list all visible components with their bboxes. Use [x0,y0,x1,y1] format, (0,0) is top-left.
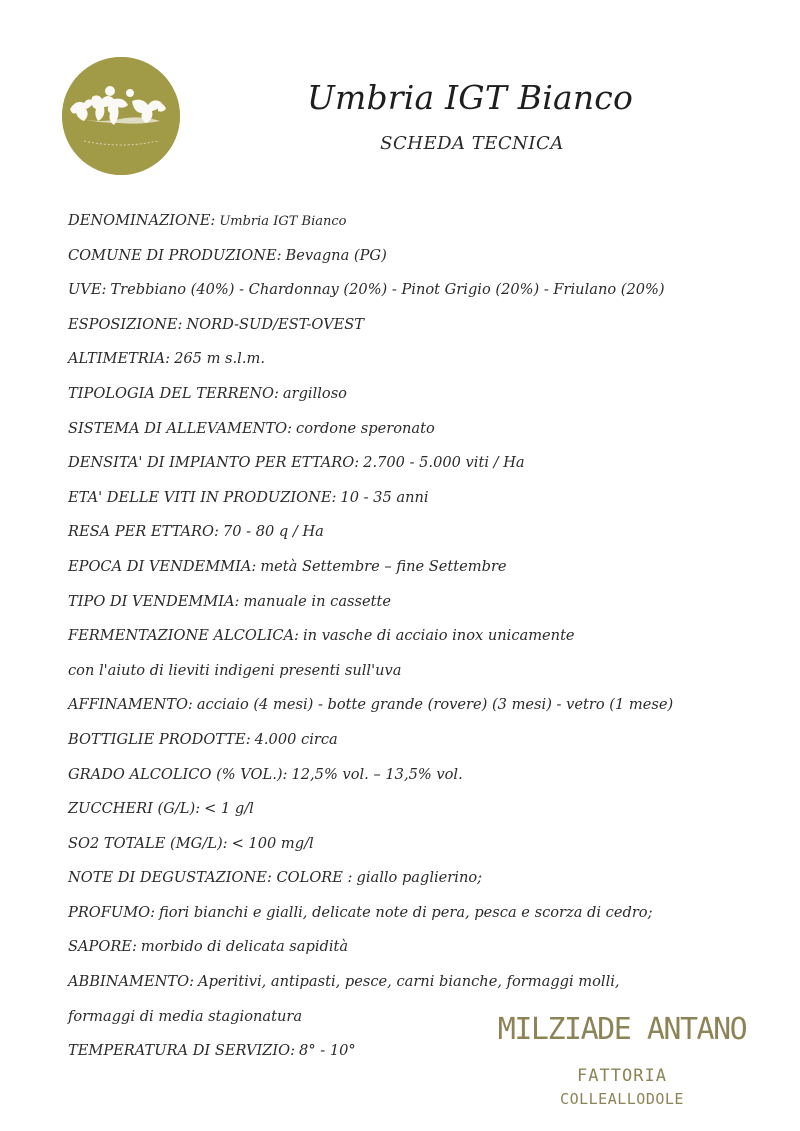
spec-label: SAPORE: [68,938,137,956]
spec-row [68,311,708,346]
spec-row [68,795,708,830]
spec-row [68,553,708,588]
page-title: Umbria IGT Bianco [306,78,634,117]
spec-row [68,830,708,865]
spec-row [68,761,708,796]
spec-row [68,345,708,380]
spec-row [68,415,708,450]
spec-value: 70 - 80 q / Ha [222,523,324,541]
spec-row [68,657,708,692]
brand-signature [476,1010,768,1110]
spec-row [68,276,708,311]
spec-value: giallo paglierino; [356,869,483,887]
spec-value: in vasche di acciaio inox unicamente [302,627,575,645]
spec-value: argilloso [282,384,347,402]
spec-label: DENSITA' DI IMPIANTO PER ETTARO: [68,454,360,472]
winery-logo [62,57,180,175]
spec-label: NOTE DI DEGUSTAZIONE: COLORE : [68,869,353,887]
spec-value: manuale in cassette [243,592,391,610]
spec-row [68,726,708,761]
brand-line-1: FATTORIA [577,1066,667,1086]
spec-label: DENOMINAZIONE: [68,212,216,229]
spec-row [68,933,708,968]
spec-row [68,899,708,934]
spec-row [68,380,708,415]
spec-row [68,207,708,242]
spec-label: BOTTIGLIE PRODOTTE: [68,730,251,748]
spec-label: TIPOLOGIA DEL TERRENO: [68,384,279,402]
spec-value: Trebbiano (40%) - Chardonnay (20%) - Pinot Grigio (20%) - Friulano (20%) [110,281,665,299]
spec-row [68,968,708,1003]
spec-row [68,622,708,657]
spec-label: GRADO ALCOLICO (% VOL.): [68,765,288,783]
spec-row [68,449,708,484]
spec-value: 2.700 - 5.000 viti / Ha [363,454,525,472]
spec-label: EPOCA DI VENDEMMIA: [68,557,257,575]
spec-label: TEMPERATURA DI SERVIZIO: [68,1042,296,1060]
spec-value: acciaio (4 mesi) - botte grande (rovere) (3 mesi) - vetro (1 mese) [196,696,674,714]
spec-value: cordone speronato [296,419,435,437]
spec-label: AFFINAMENTO: [68,696,193,714]
spec-label: SO2 TOTALE (MG/L): [68,834,228,852]
spec-label: ETA' DELLE VITI IN PRODUZIONE: [68,488,337,506]
brand-line-2: COLLEALLODOLE [560,1090,684,1108]
spec-label: ABBINAMENTO: [68,973,195,991]
spec-label: UVE: [68,281,107,299]
spec-row [68,864,708,899]
spec-label: ALTIMETRIA: [68,350,171,368]
page-subtitle: SCHEDA TECNICA [380,133,564,154]
spec-value: con l'aiuto di lieviti indigeni presenti sull'uva [68,661,402,679]
spec-value: formaggi di media stagionatura [68,1007,303,1025]
spec-value: Bevagna (PG) [285,246,387,264]
spec-value: < 100 mg/l [231,834,314,852]
spec-value: < 1 g/l [204,800,254,818]
spec-label: FERMENTAZIONE ALCOLICA: [68,627,299,645]
brand-name: MILZIADE ANTANO [497,1012,747,1047]
spec-value: 8° - 10° [299,1042,356,1060]
spec-label: RESA PER ETTARO: [68,523,219,541]
spec-value: morbido di delicata sapidità [140,938,349,956]
spec-value: 10 - 35 anni [340,488,429,506]
spec-value: 265 m s.l.m. [174,350,265,368]
spec-value: Aperitivi, antipasti, pesce, carni bianche, formaggi molli, [198,973,620,991]
olive-circle-emblem-icon [62,57,180,175]
spec-value: metà Settembre – fine Settembre [260,557,507,575]
spec-label: SISTEMA DI ALLEVAMENTO: [68,419,293,437]
spec-row [68,691,708,726]
spec-label: ZUCCHERI (G/L): [68,800,201,818]
spec-label: PROFUMO: [68,903,156,921]
spec-row [68,588,708,623]
spec-list [68,207,708,1072]
spec-row [68,518,708,553]
spec-label: ESPOSIZIONE: [68,315,183,333]
spec-value: NORD-SUD/EST-OVEST [186,315,365,333]
spec-value: 12,5% vol. – 13,5% vol. [291,765,463,783]
spec-label: COMUNE DI PRODUZIONE: [68,246,282,264]
spec-row [68,484,708,519]
spec-value: Umbria IGT Bianco [219,214,347,229]
spec-value: fiori bianchi e gialli, delicate note di pera, pesca e scorza di cedro; [159,903,653,921]
spec-value: 4.000 circa [254,730,338,748]
spec-label: TIPO DI VENDEMMIA: [68,592,240,610]
spec-row [68,242,708,277]
